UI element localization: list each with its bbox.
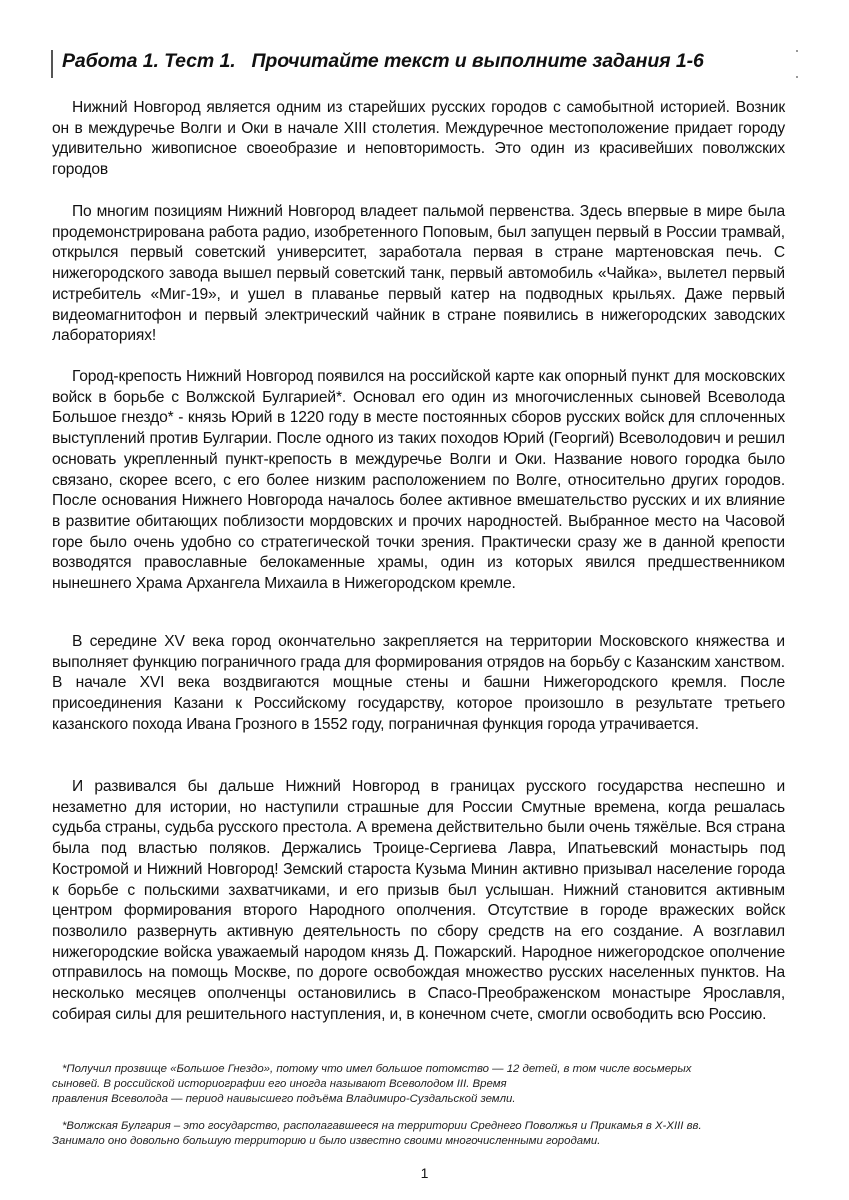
page-number: 1 [420, 1165, 429, 1181]
paragraph-2: По многим позициям Нижний Новгород владеет пальмой первенства. Здесь впервые в мире была продемонстрирована работа радио, изобретенного Поповым, был запущен первый в России трамвай, открылся первый советский университет, заработала первая в стране мартеновская печь. С нижегородского завода вышел первый советский танк, первый автомобиль «Чайка», вылетел первый истребитель «Миг-19», и ушел в плаванье первый катер на подводных крыльях. Даже первый видеомагнитофон и первый электрический чайник в стране появились в нижегородских заводских лабораториях! [52, 203, 785, 345]
footnote-volga-bulgaria [52, 1119, 792, 1149]
corner-mark [796, 76, 798, 78]
page-title: Работа 1. Тест 1. Прочитайте текст и выполните задания 1-6 [62, 50, 704, 72]
paragraph-1: Нижний Новгород является одним из старейших русских городов с самобытной историей. Возник он в междуречье Волги и Оки в начале XIII столетия. Междуречное местоположение придает городу удивительно живописное своеобразие и неповторимость. Это один из красивейших поволжских городов [52, 99, 785, 179]
footnote-line: правления Всеволода — период наивысшего подъёма Владимиро-Суздальской земли. [52, 1093, 516, 1105]
paragraph-4: В середине XV века город окончательно закрепляется на территории Московского княжества и выполняет функцию пограничного града для формирования отрядов на борьбу с Казанским ханством. В начале XVI века воздвигаются мощные стены и башни Нижегородского кремля. После присоединения Казани к Российскому государству, которое произошло в результате третьего казанского похода Ивана Грозного в 1552 году, пограничная функция города утрачивается. [52, 633, 785, 733]
footnote-line: *Получил прозвище «Большое Гнездо», потому что имел большое потомство — 12 детей, в том числе восьмерых [62, 1063, 692, 1075]
footnote-vsevolod [52, 1062, 792, 1107]
corner-mark [796, 50, 798, 52]
paragraph-5: И развивался бы дальше Нижний Новгород в границах русского государства неспешно и незаметно для истории, но наступили страшные для России Смутные времена, когда решалась судьба страны, судьба русского престола. А времена действительно были очень тяжёлые. Вся страна была под властью поляков. Держались Троице-Сергиева Лавра, Ипатьевский монастырь под Костромой и Нижний Новгород! Земский староста Кузьма Минин активно призывал население города к борьбе с польскими захватчиками, и его призыв был услышан. Нижний становится активным центром формирования второго Народного ополчения. Отсутствие в городе вражеских войск позволило развернуть активную деятельность по сбору средств на его создание. А возглавил нижегородские войска уважаемый народом князь Д. Пожарский. Народное нижегородское ополчение отправилось на помощь Москве, по дороге освобождая множество русских населенных пунктов. На несколько месяцев ополченцы остановились в Спасо-Преображенском монастыре Ярославля, собирая силы для решительного наступления, и, в конечном счете, смогли освободить всю Россию. [52, 778, 785, 1023]
title-margin-bar [51, 50, 53, 78]
footnote-line: Занимало оно довольно большую территорию и было известно своими многочисленными городами. [52, 1135, 601, 1147]
footnote-line: *Волжская Булгария – это государство, располагавшееся на территории Среднего Поволжья и Прикамья в X-XIII вв. [62, 1120, 702, 1132]
paragraph-3: Город-крепость Нижний Новгород появился на российской карте как опорный пункт для московских войск в борьбе с Волжской Булгарией*. Основал его один из многочисленных сыновей Всеволода Большое гнездо* - князь Юрий в 1220 году в месте постоянных сборов русских войск для сплоченных выступлений против Булгарии. После одного из таких походов Юрий (Георгий) Всеволодович и решил основать укрепленный пункт-крепость в междуречье Волги и Оки. Название нового городка было связано, скорее всего, с его более низким расположением по Волге, относительно других городов. После основания Нижнего Новгорода началось более активное вмешательство русских и их влияние в развитие обитающих поблизости мордовских и прочих народностей. Выбранное место на Часовой горе было очень удобно со стратегической точки зрения. Практически сразу же в данной крепости возводятся православные белокаменные храмы, один из которых явился предшественником нынешнего Храма Архангела Михаила в Нижегородском кремле. [52, 368, 785, 593]
footnote-line: сыновей. В российской историографии его иногда называют Всеволодом III. Время [52, 1078, 507, 1090]
